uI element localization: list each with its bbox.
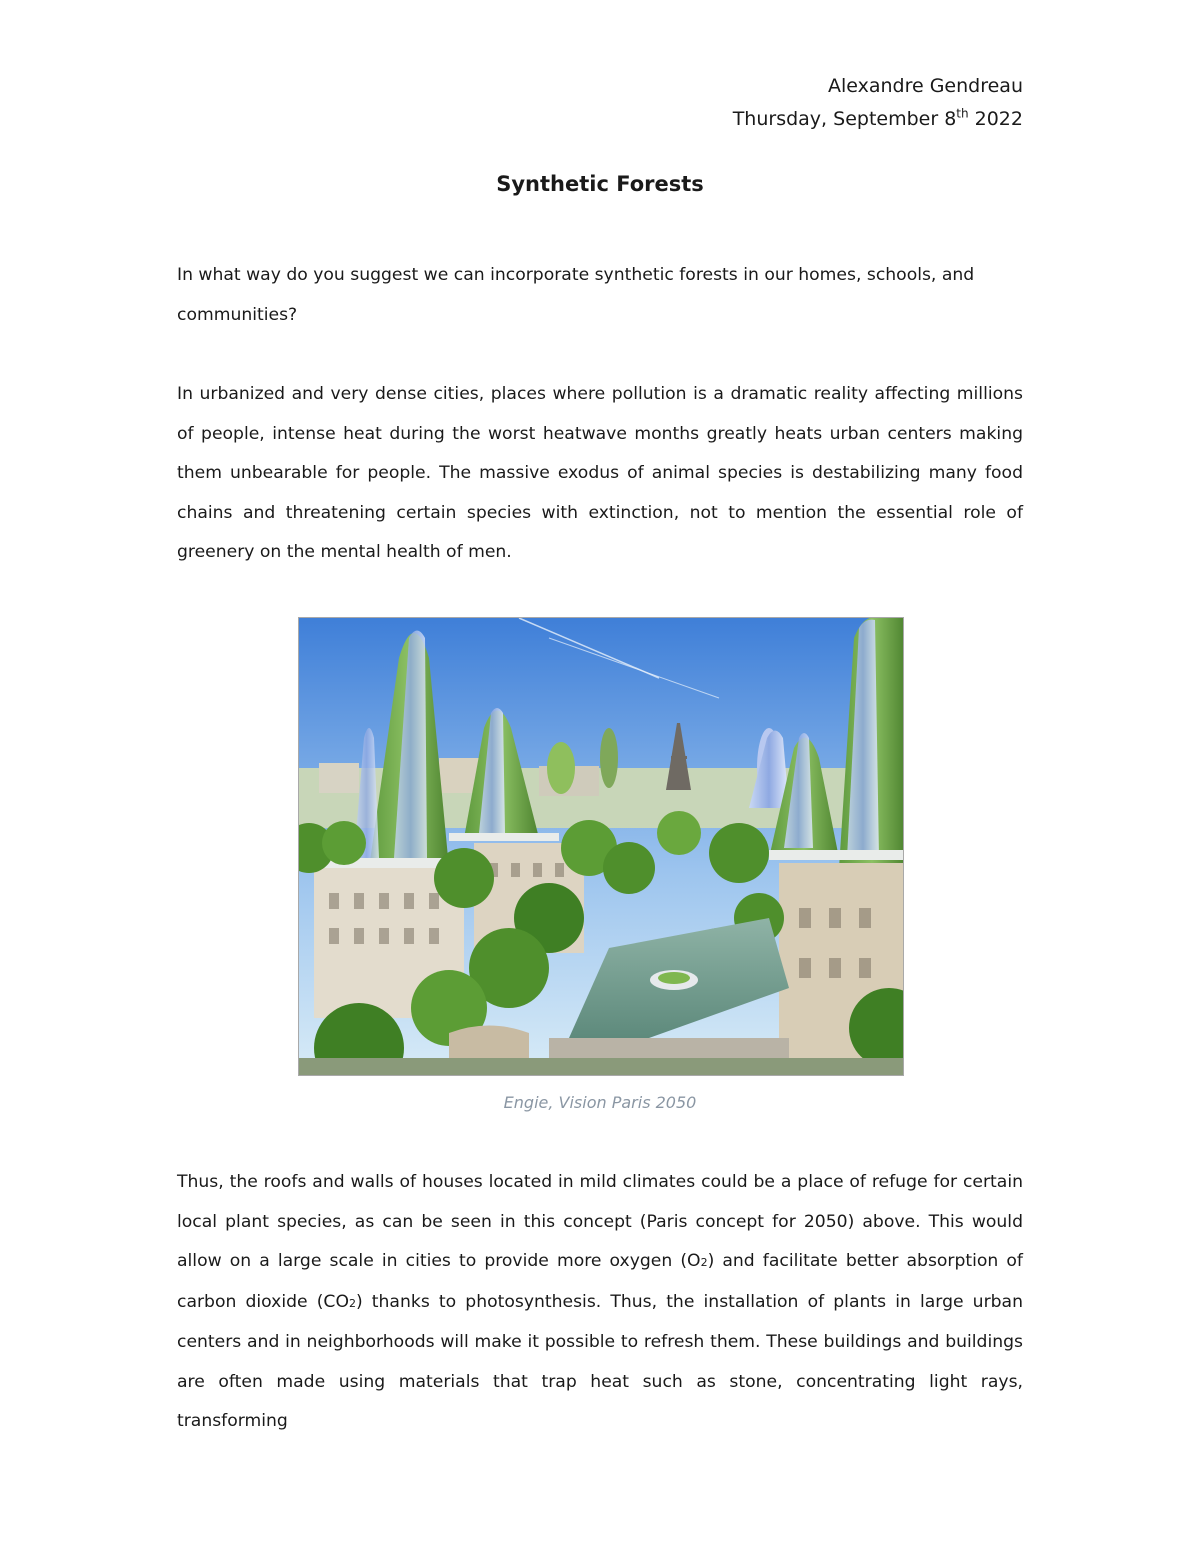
city-illustration: [299, 618, 904, 1076]
carbon-dioxide-subscript: 2: [348, 1296, 356, 1310]
paragraph2-part2: ) and facilitate better absorption of carbon dioxide (CO: [177, 1251, 1023, 1312]
paragraph2-part1: Thus, the roofs and walls of houses located in mild climates could be a place of refuge for certain local plant species, as can be seen in this concept (Paris concept for 2050) above. This would allow on a large scale in cities to provide more oxygen (O: [177, 1172, 1023, 1271]
body-paragraph-2: [177, 1163, 1023, 1442]
document-date: [733, 103, 1023, 136]
document-header: [733, 70, 1023, 136]
author-name: Alexandre Gendreau: [827, 75, 1023, 97]
figure-caption: Engie, Vision Paris 2050: [503, 1093, 697, 1112]
body-paragraph-1: In urbanized and very dense cities, places where pollution is a dramatic reality affecting millions of people, intense heat during the worst heatwave months greatly heats urban centers making them unbearable for people. The massive exodus of animal species is destabilizing many food chains and threatening certain species with extinction, not to mention the essential role of greenery on the mental health of men.: [177, 384, 1023, 562]
paragraph2-part3: ) thanks to photosynthesis. Thus, the installation of plants in large urban centers and in neighborhoods will make it possible to refresh them. These buildings and buildings are often made using materials that trap heat such as stone, concentrating light rays, transforming: [177, 1291, 1023, 1431]
date-ordinal-suffix: th: [956, 106, 969, 121]
figure-image-vision-paris: [298, 617, 904, 1076]
oxygen-subscript: 2: [700, 1256, 708, 1269]
question-paragraph: In what way do you suggest we can incorporate synthetic forests in our homes, schools, and communities?: [177, 265, 975, 325]
date-prefix: Thursday, September 8: [732, 108, 957, 130]
document-title: Synthetic Forests: [496, 172, 704, 196]
date-year: 2022: [968, 108, 1023, 130]
